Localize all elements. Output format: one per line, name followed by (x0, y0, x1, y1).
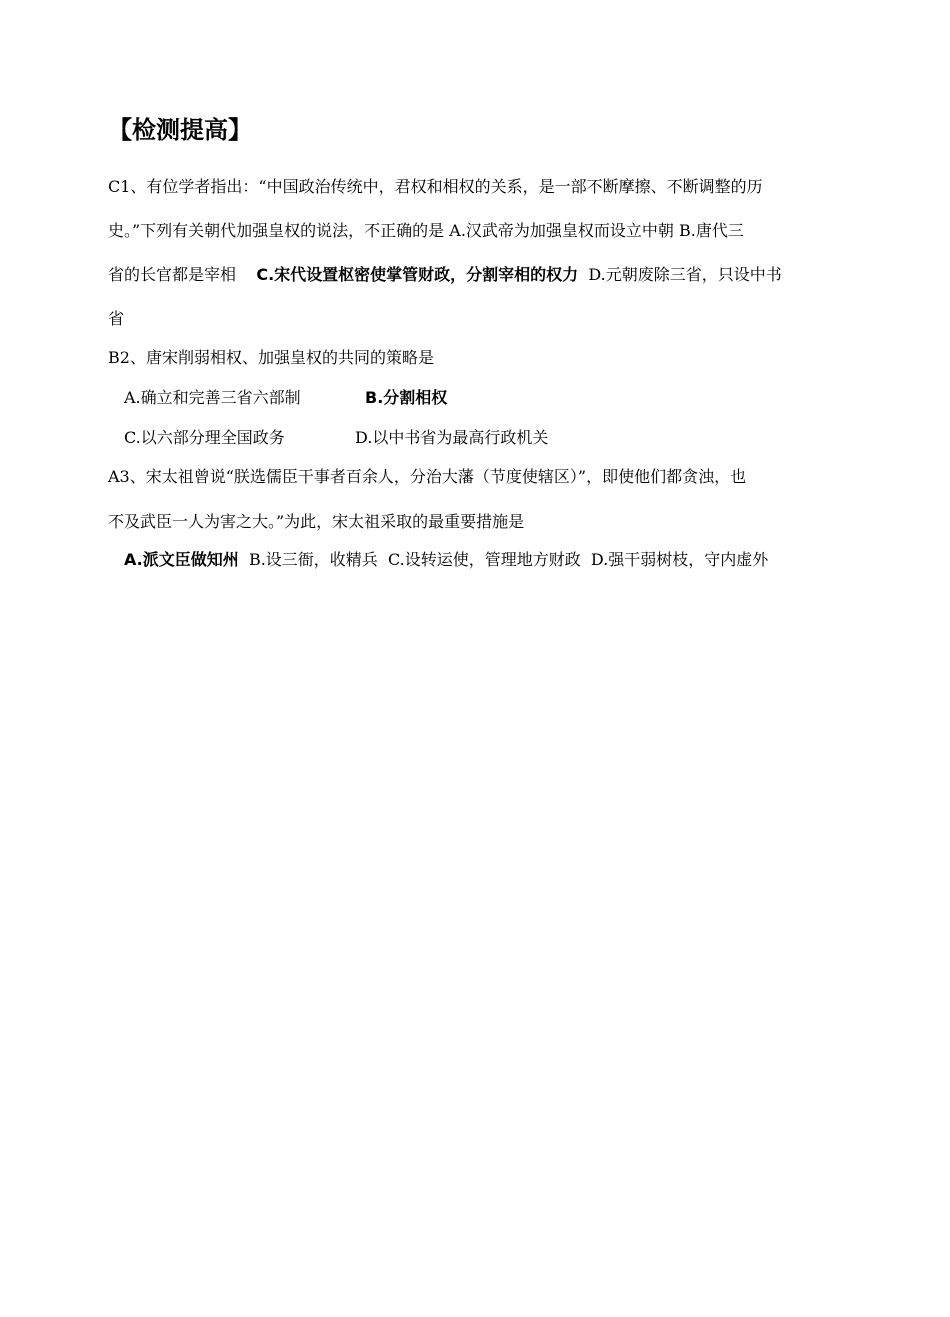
q3-options (124, 547, 768, 570)
q1-line-3-suffix: D.元朝废除三省，只设中书 (578, 265, 782, 284)
q2-option-d: D.以中书省为最高行政机关 (355, 428, 549, 447)
section-heading: 【检测提高】 (108, 116, 252, 144)
q1-line-3 (108, 262, 782, 285)
q1-answer: C.宋代设置枢密使掌管财政，分割宰相的权力 (256, 265, 579, 284)
q1-line-1: C1、有位学者指出：“中国政治传统中，君权和相权的关系，是一部不断摩擦、不断调整的历 (108, 177, 763, 196)
q1-line-2: 史。”下列有关朝代加强皇权的说法，不正确的是 A.汉武帝为加强皇权而设立中朝 B.唐代三 (108, 221, 744, 240)
q2-stem: B2、唐宋削弱相权、加强皇权的共同的策略是 (108, 348, 434, 367)
q3-answer: A.派文臣做知州 (124, 550, 239, 569)
q1-line-4: 省 (108, 309, 125, 328)
q2-option-a: A.确立和完善三省六部制 (124, 388, 301, 407)
q1-line-3-prefix: 省的长官都是宰相 (108, 265, 257, 284)
q3-line-2: 不及武臣一人为害之大。”为此，宋太祖采取的最重要措施是 (108, 512, 525, 531)
q2-option-b: B.分割相权 (365, 388, 448, 407)
q2-option-c: C.以六部分理全国政务 (124, 428, 285, 447)
q3-options-rest: B.设三衙，收精兵 C.设转运使，管理地方财政 D.强干弱树枝，守内虚外 (238, 550, 769, 569)
q3-line-1: A3、宋太祖曾说“朕选儒臣干事者百余人，分治大藩（节度使辖区）”，即使他们都贪浊，也 (108, 467, 747, 486)
